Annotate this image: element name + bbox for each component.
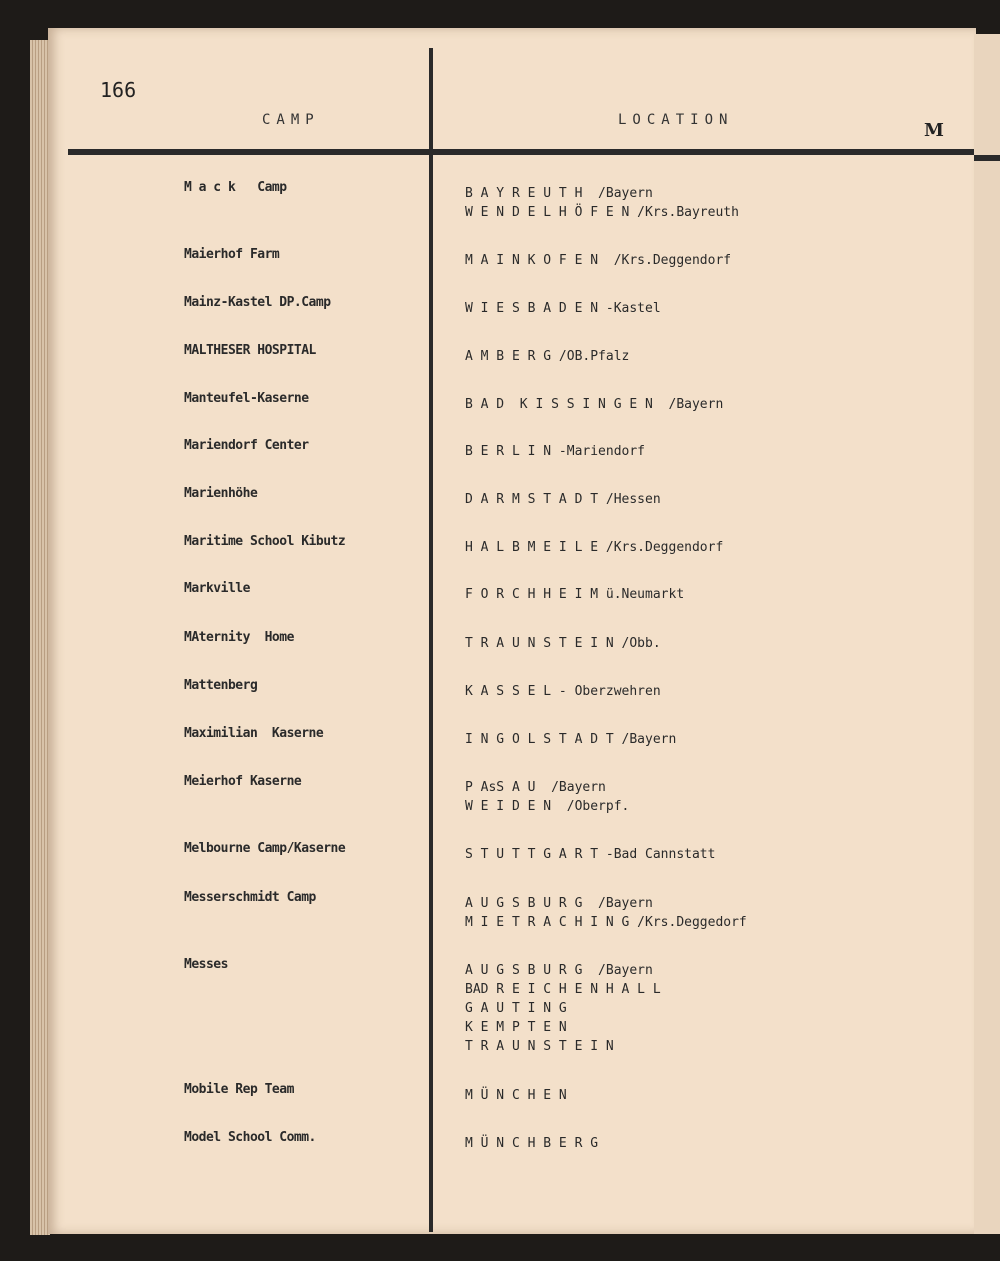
book-page [48,28,976,1234]
location-line: K E M P T E N [465,1020,567,1035]
camp-name: Melbourne Camp/Kaserne [184,841,346,856]
location-line: D A R M S T A D T /Hessen [465,492,661,507]
location-list [465,585,684,604]
location-line: T R A U N S T E I N [465,1039,614,1054]
location-list [465,442,645,461]
location-column-header: LOCATION [618,112,734,128]
location-line: B A D K I S S I N G E N /Bayern [465,397,724,412]
location-line: M I E T R A C H I N G /Krs.Deggedorf [465,915,747,930]
location-list [465,395,723,414]
page-number: 166 [100,78,137,102]
location-line: M A I N K O F E N /Krs.Deggendorf [465,253,732,268]
location-line: I N G O L S T A D T /Bayern [465,732,677,747]
location-line: F O R C H H E I M ü.Neumarkt [465,587,685,602]
camp-name: Mobile Rep Team [184,1082,294,1097]
camp-name: Maritime School Kibutz [184,534,346,549]
location-line: T R A U N S T E I N /Obb. [465,636,661,651]
camp-name: Marienhöhe [184,486,258,501]
page-stack-edge [30,40,50,1235]
location-line: K A S S E L - Oberzwehren [465,684,661,699]
location-list [465,184,739,222]
camp-name: Maximilian Kaserne [184,726,324,741]
camp-name: Messerschmidt Camp [184,890,316,905]
camp-name: Mattenberg [184,678,258,693]
location-line: S T U T T G A R T -Bad Cannstatt [465,847,716,862]
camp-name: Manteufel-Kaserne [184,391,309,406]
camp-column-header: CAMP [262,112,320,128]
camp-name: Maierhof Farm [184,247,280,262]
camp-name: Model School Comm. [184,1130,316,1145]
location-line: A M B E R G /OB.Pfalz [465,349,630,364]
facing-page-edge [974,34,1000,1234]
section-letter: M [924,120,944,141]
camp-name: MALTHESER HOSPITAL [184,343,316,358]
location-line: A U G S B U R G /Bayern [465,896,653,911]
location-list [465,1086,567,1105]
location-line: W E N D E L H Ö F E N /Krs.Bayreuth [465,205,739,220]
location-line: BAD R E I C H E N H A L L [465,982,661,997]
location-line: H A L B M E I L E /Krs.Deggendorf [465,540,724,555]
location-line: W E I D E N /Oberpf. [465,799,630,814]
location-list [465,845,715,864]
location-list [465,1134,598,1153]
camp-name: Mariendorf Center [184,438,309,453]
location-list [465,634,661,653]
location-list [465,894,747,932]
location-list [465,961,661,1056]
location-list [465,347,629,366]
location-line: P AsS A U /Bayern [465,780,606,795]
location-list [465,682,661,701]
camp-name: Mainz-Kastel DP.Camp [184,295,331,310]
location-list [465,299,661,318]
location-list [465,778,629,816]
camp-name: Messes [184,957,228,972]
location-list [465,730,676,749]
camp-name: M a c k Camp [184,180,287,195]
column-divider [429,48,433,1232]
header-rule [68,149,976,155]
camp-name: Meierhof Kaserne [184,774,302,789]
location-line: G A U T I N G [465,1001,567,1016]
location-line: M Ü N C H E N [465,1088,567,1103]
location-line: M Ü N C H B E R G [465,1136,599,1151]
location-line: W I E S B A D E N -Kastel [465,301,661,316]
facing-page-rule [974,155,1000,161]
location-line: B A Y R E U T H /Bayern [465,186,653,201]
camp-name: Markville [184,581,250,596]
location-list [465,490,661,509]
location-list [465,251,731,270]
location-line: A U G S B U R G /Bayern [465,963,653,978]
camp-name: MAternity Home [184,630,294,645]
location-list [465,538,723,557]
location-line: B E R L I N -Mariendorf [465,444,646,459]
